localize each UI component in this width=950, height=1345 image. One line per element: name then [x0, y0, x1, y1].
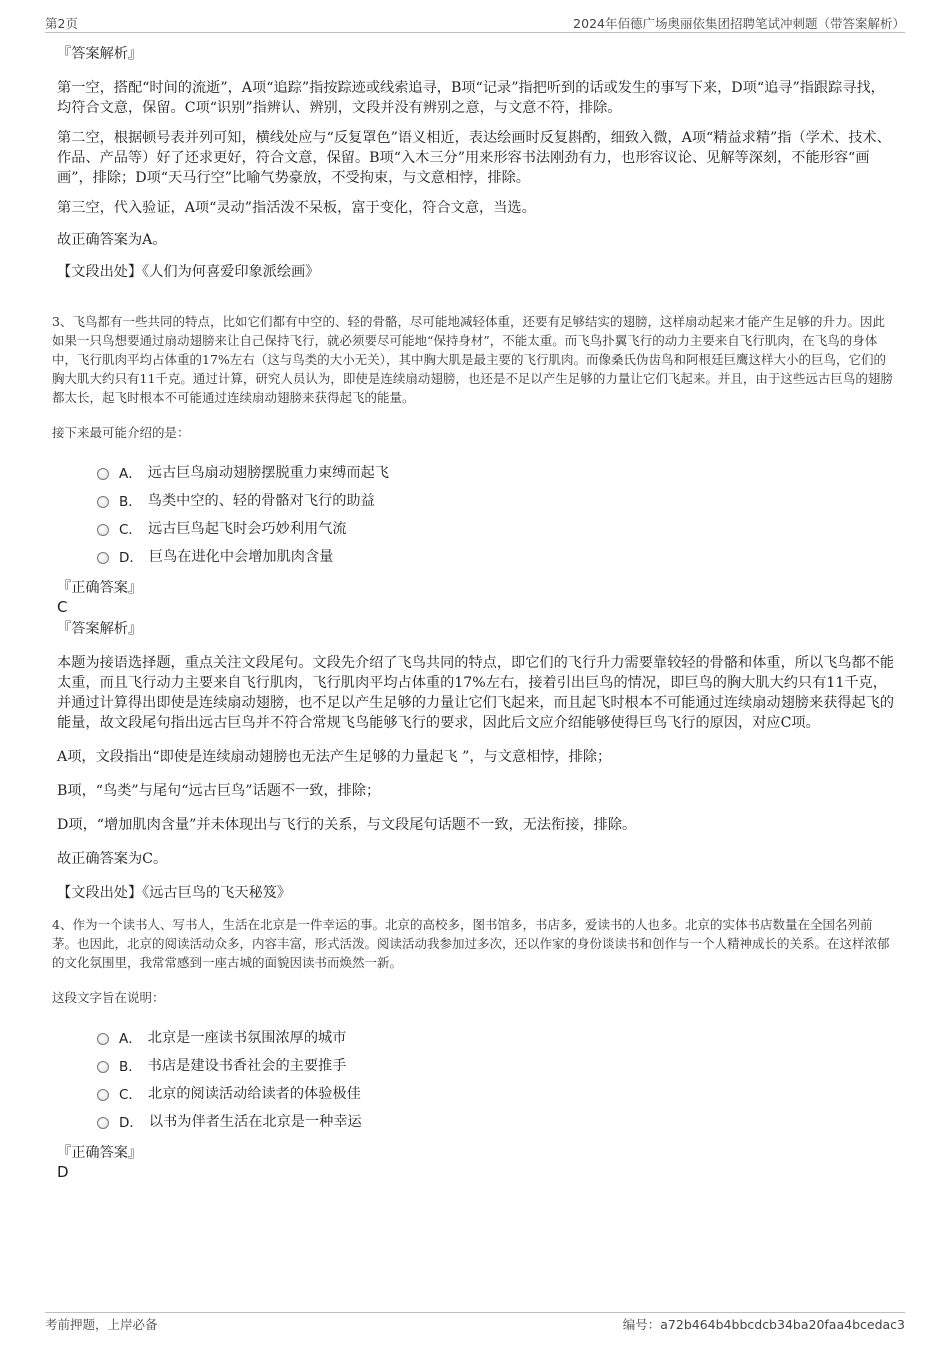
analysis-tag: 『答案解析』: [57, 621, 143, 637]
option-b[interactable]: B． 书店是建设书香社会的主要推手: [97, 1051, 897, 1079]
source-citation: 【文段出处】《远古巨鸟的飞天秘笈》: [57, 885, 292, 901]
option-text: 远古巨鸟起飞时会巧妙利用气流: [147, 521, 347, 537]
option-a[interactable]: A． 远古巨鸟扇动翅膀摆脱重力束缚而起飞: [97, 458, 897, 486]
page-number: 第2页: [45, 16, 78, 31]
answer-conclusion: 故正确答案为A。: [57, 232, 167, 248]
answer-conclusion: 故正确答案为C。: [57, 851, 168, 867]
radio-button[interactable]: [97, 1089, 109, 1101]
analysis-paragraph: D项，“增加肌肉含量”并未体现出与飞行的关系，与文段尾句话题不一致，无法衔接，排除。: [57, 817, 637, 833]
correct-answer-tag: 『正确答案』: [57, 580, 143, 596]
radio-button[interactable]: [97, 524, 109, 536]
option-text: 北京的阅读活动给读者的体验极佳: [147, 1086, 361, 1102]
option-a[interactable]: A． 北京是一座读书氛围浓厚的城市: [97, 1023, 897, 1051]
source-citation: 【文段出处】《人们为何喜爱印象派绘画》: [57, 264, 320, 280]
analysis-paragraph: A项，文段指出“即使是连续扇动翅膀也无法产生足够的力量起飞 ”，与文意相悖，排除；: [57, 749, 612, 765]
footer-slogan: 考前押题，上岸必备: [45, 1317, 158, 1332]
option-text: 巨鸟在进化中会增加肌肉含量: [148, 549, 334, 565]
radio-button[interactable]: [97, 552, 109, 564]
option-text: 书店是建设书香社会的主要推手: [147, 1058, 347, 1074]
radio-button[interactable]: [97, 1033, 109, 1045]
correct-answer-tag: 『正确答案』: [57, 1145, 143, 1161]
question-stem: 4、作为一个读书人、写书人，生活在北京是一件幸运的事。北京的高校多，图书馆多，书店多，爱读书的人也多。北京的实体书店数量在全国名列前茅。也因此，北京的阅读活动众多，内容丰富，形式活泼。阅读活动我参加过多次，还以作家的身份谈读书和创作与一个人精神成长的关系。在这样浓郁的文化氛围里，我常常感到一座古城的面貌因读书而焕然一新。: [52, 917, 890, 970]
option-b[interactable]: B． 鸟类中空的、轻的骨骼对飞行的助益: [97, 486, 897, 514]
question-prompt: 这段文字旨在说明：: [52, 990, 165, 1005]
document-title: 2024年佰德广场奥丽依集团招聘笔试冲刺题（带答案解析）: [573, 16, 905, 31]
page-header: [45, 14, 905, 33]
analysis-paragraph: 本题为接语选择题，重点关注文段尾句。文段先介绍了飞鸟共同的特点，即它们的飞行升力需要靠较轻的骨骼和体重，所以飞鸟都不能太重，而且飞行动力主要来自飞行肌肉，飞行肌肉平均占体重的17%左右，接着引出巨鸟的情况，即巨鸟的胸大肌大约只有11千克，并通过计算得出即使是连续扇动翅膀，也不足以产生足够的力量让它们飞起来，而且起飞时根本不可能通过连续扇动翅膀来获得起飞的能量，故文段尾句指出远古巨鸟并不符合常规飞鸟能够飞行的要求，因此后文应介绍能够使得巨鸟飞行的原因，对应C项。: [57, 655, 895, 731]
question-stem: 3、飞鸟都有一些共同的特点，比如它们都有中空的、轻的骨骼，尽可能地减轻体重，还要有足够结实的翅膀，这样扇动起来才能产生足够的升力。因此如果一只鸟想要通过扇动翅膀来让自己保持飞行，就必须要尽可能地“保持身材”，不能太重。而飞鸟扑翼飞行的动力主要来自飞行肌肉，在飞鸟的身体中，飞行肌肉平均占体重的17%左右（这与鸟类的大小无关），其中胸大肌是最主要的飞行肌肉。而像桑氏伪齿鸟和阿根廷巨鹰这样大小的巨鸟，它们的胸大肌大约只有11千克。通过计算，研究人员认为，即使是连续扇动翅膀，也还是不足以产生足够的力量让它们飞起来。并且，由于这些远古巨鸟的翅膀都太长，起飞时根本不可能通过连续扇动翅膀来获得起飞的能量。: [52, 314, 893, 405]
option-text: 远古巨鸟扇动翅膀摆脱重力束缚而起飞: [147, 465, 389, 481]
page-footer: [45, 1312, 905, 1333]
option-list: [57, 458, 897, 570]
option-list: [57, 1023, 897, 1135]
option-text: 以书为伴者生活在北京是一种幸运: [148, 1114, 362, 1130]
document-body: [52, 44, 897, 1182]
radio-button[interactable]: [97, 1061, 109, 1073]
option-text: 北京是一座读书氛围浓厚的城市: [147, 1030, 347, 1046]
analysis-paragraph: 第一空，搭配“时间的流逝”，A项“追踪”指按踪迹或线索追寻，B项“记录”指把听到的话或发生的事写下来，D项“追寻”指跟踪寻找，均符合文意，保留。C项“识别”指辨认、辨别，文段并没有辨别之意，与文意不符，排除。: [57, 80, 885, 116]
option-d[interactable]: D． 巨鸟在进化中会增加肌肉含量: [97, 542, 897, 570]
question-prompt: 接下来最可能介绍的是：: [52, 425, 190, 440]
analysis-paragraph: 第二空，根据顿号表并列可知，横线处应与“反复罩色”语义相近，表达绘画时反复斟酌，细致入微，A项“精益求精”指（学术、技术、作品、产品等）好了还求更好，符合文意，保留。B项“入木三分”用来形容书法刚劲有力，也形容议论、见解等深刻，不能形容“画画”，排除；D项“天马行空”比喻气势豪放，不受拘束，与文意相悖，排除。: [57, 130, 891, 186]
analysis-tag: 『答案解析』: [57, 46, 143, 62]
option-text: 鸟类中空的、轻的骨骼对飞行的助益: [147, 493, 375, 509]
analysis-paragraph: 第三空，代入验证，A项“灵动”指活泼不呆板，富于变化，符合文意，当选。: [57, 200, 536, 216]
correct-answer: D: [57, 1163, 69, 1181]
radio-button[interactable]: [97, 1117, 109, 1129]
option-c[interactable]: C． 北京的阅读活动给读者的体验极佳: [97, 1079, 897, 1107]
analysis-paragraph: B项，“鸟类”与尾句“远古巨鸟”话题不一致，排除；: [57, 783, 381, 799]
radio-button[interactable]: [97, 468, 109, 480]
document-code: 编号：a72b464b4bbcdcb34ba20faa4bcedac3: [622, 1317, 905, 1332]
radio-button[interactable]: [97, 496, 109, 508]
correct-answer: C: [57, 598, 68, 616]
option-d[interactable]: D． 以书为伴者生活在北京是一种幸运: [97, 1107, 897, 1135]
option-c[interactable]: C． 远古巨鸟起飞时会巧妙利用气流: [97, 514, 897, 542]
